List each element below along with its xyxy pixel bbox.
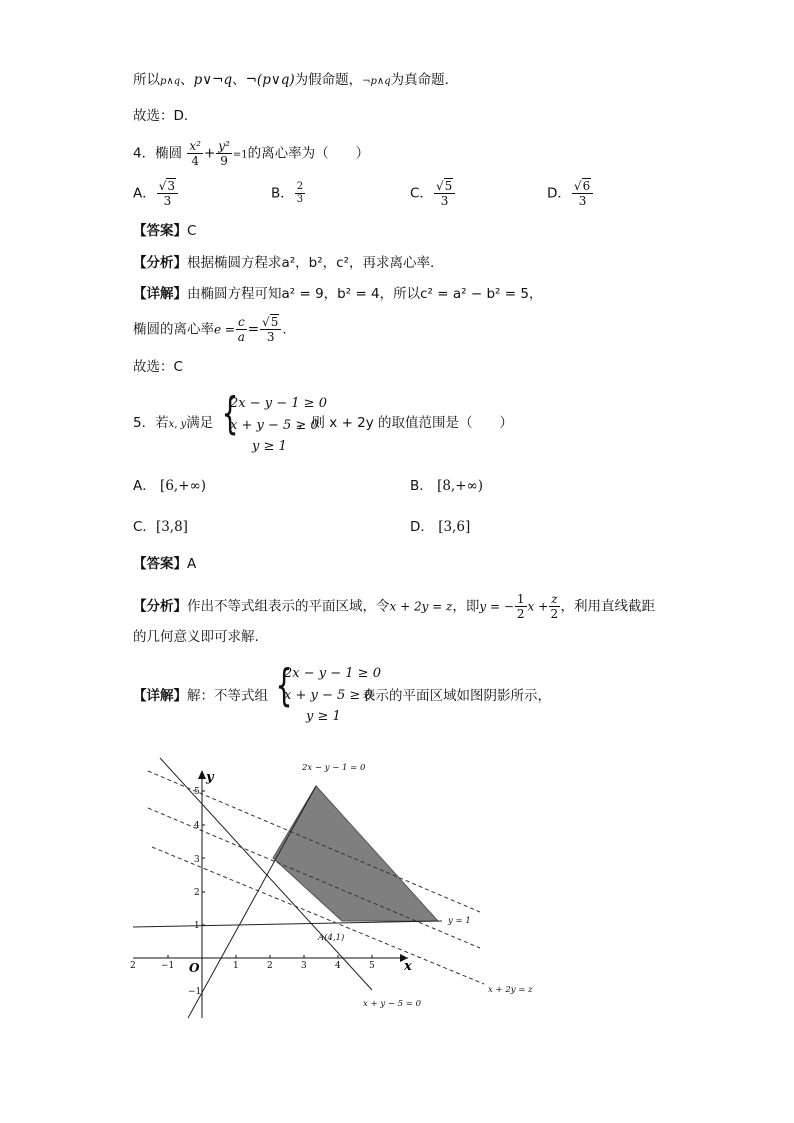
q5-option-c: C．[3,8]	[133, 519, 188, 535]
y-tick-label: 4	[194, 821, 200, 831]
x-tick-label: 4	[335, 961, 341, 971]
q4-option-c: C． $\frac{√5}{3}$	[410, 180, 456, 207]
q5-option-b: B． [8,+∞)	[410, 478, 484, 494]
text-line-1: 所以p∧q、p∨¬q、¬(p∨q)为假命题，¬p∧q为真命题．	[133, 72, 459, 88]
q5-detail-row-3: y ≥ 1	[306, 709, 341, 724]
q4-option-d: D． $\frac{√6}{3}$	[547, 180, 594, 207]
y-tick-label: −1	[188, 987, 202, 997]
y-axis-arrow-icon	[198, 770, 206, 779]
q5-detail-left: 【详解】解：不等式组	[133, 688, 268, 704]
q4-option-b: B． $\frac{2}{3}$	[271, 181, 304, 205]
q5-detail-row-2: x + y − 5 ≥ 0	[284, 688, 373, 703]
x-tick-label: 2	[130, 961, 136, 971]
q5-analysis-line-2: 的几何意义即可求解.	[133, 629, 259, 645]
point-a-label: A(4,1)	[318, 933, 345, 943]
q4-option-a: A． $\frac{√3}{3}$	[133, 180, 179, 207]
y-axis-label: y	[206, 770, 214, 785]
q5-system-brace: {	[221, 388, 239, 439]
shaded-feasible-region	[273, 786, 438, 921]
x-tick-label: 3	[301, 961, 307, 971]
line-y-equals-1	[133, 921, 442, 927]
line-2x-minus-y-minus-1	[188, 786, 316, 1018]
line-label-2x-y-1: 2x − y − 1 = 0	[302, 763, 366, 773]
text-line-2: 故选：D．	[133, 108, 198, 124]
origin-label: O	[189, 961, 200, 975]
q5-analysis: 【分析】作出不等式组表示的平面区域，令x + 2y = z，即y = − $\frac{1}{2}$ x + $\frac{z}{2}$ ，利用直线截距	[133, 592, 656, 621]
y-tick-label: 5	[194, 787, 200, 797]
q5-system-row-2: x + y − 5 ≥ 0	[230, 418, 319, 433]
q5-detail-right: 表示的平面区域如图阴影所示，	[362, 688, 551, 704]
x-tick-label: 5	[369, 961, 375, 971]
question-5-stem-left: 5．若x, y满足	[133, 415, 214, 431]
x-tick-label: −1	[161, 961, 175, 971]
q5-system-row-1: 2x − y − 1 ≥ 0	[230, 396, 327, 411]
x-axis-label: x	[404, 959, 412, 974]
question-4-stem: 4．椭圆 $\frac{\text{x²}}{4}$ + $\frac{\text{y²}}{9}$ =1的离心率为（ ）	[133, 139, 370, 168]
y-tick-label: 3	[194, 855, 200, 865]
q5-answer: 【答案】A	[133, 556, 197, 572]
q4-answer: 【答案】C	[133, 223, 197, 239]
line-label-x-y-5: x + y − 5 = 0	[363, 999, 421, 1009]
x-tick-label: 2	[267, 961, 273, 971]
q4-eccentricity: 椭圆的离心率e = $\frac{c}{a}$ = $\frac{√5}{3}$ .	[133, 315, 287, 344]
y-tick-label: 2	[194, 888, 200, 898]
q5-detail-brace: {	[275, 660, 293, 711]
line-label-y-1: y = 1	[448, 916, 471, 926]
q4-detail: 【详解】由椭圆方程可知a² = 9，b² = 4，所以c² = a² − b² = 5，	[133, 286, 543, 302]
q4-choose: 故选：C	[133, 359, 183, 375]
q5-option-d: D． [3,6]	[410, 519, 471, 535]
q5-option-a: A． [6,+∞)	[133, 478, 207, 494]
q4-analysis: 【分析】根据椭圆方程求a²，b²，c²，再求离心率.	[133, 255, 435, 271]
x-tick-label: 1	[233, 961, 239, 971]
question-5-stem-right: ，则 x + 2y 的取值范围是（ ）	[298, 415, 514, 431]
q5-detail-row-1: 2x − y − 1 ≥ 0	[284, 666, 381, 681]
line-label-x-2y-z: x + 2y = z	[488, 985, 533, 995]
y-tick-label: 1	[194, 921, 200, 931]
q5-system-row-3: y ≥ 1	[252, 439, 287, 454]
